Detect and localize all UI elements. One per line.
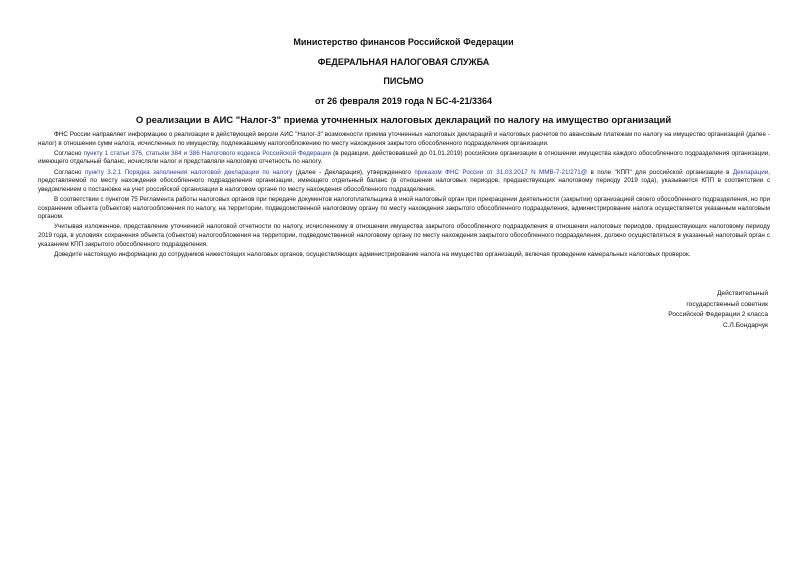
filling-procedure-link[interactable]: пункту 3.2.1 Порядка заполнения налоговой декларации по налогу [84,168,293,176]
signature-title-2: государственный советник [686,300,768,308]
letter-body [38,131,770,261]
paragraph-4: В соответствии с пунктом 75 Регламента работы налоговых органов при передаче документов налогоплательщика в иной налоговый орган при прекращении деятельности (закрытии) организацией своего обособленного подразделения, но при сохранении объекта (объектов) налогообложения по налогу, на территории, подведомственной налоговому органу по месту нахождения закрытого обособленного подразделения, администрирование налога осуществляется указанным налоговым органом. [38,195,770,221]
paragraph-3-text-4: , представляемой по месту нахождения обособленного подразделения организации, имеющего отдельный баланс (в отношении налоговых периодов, предшествующих налоговому периоду 2019 года), указывается КПП в соответствии с уведомлением о постановке на учет российской организации в налоговом органе по месту нахождения обособленного подразделения. [38,168,771,193]
paragraph-3 [38,169,770,195]
paragraph-6: Доведите настоящую информацию до сотрудников нижестоящих налоговых органов, осуществляющих администрирование налога на имущество организаций, включая проведение камеральных налоговых проверок. [54,250,691,258]
paragraph-1: ФНС России направляет информацию о реализации в действующей версии АИС "Налог-3" возможности приема уточненных налоговых деклараций и налоговых расчетов по авансовым платежам по налогу на имущество организаций (далее - налог) в отношении сумм налога, исчисленных по имуществу, подлежавшему налогообложению по месту нахождения закрытого обособленного подразделения организации. [38,131,770,147]
paragraph-3-text-2: (далее - Декларация), утвержденного [292,168,415,176]
paragraph-3-text-3: в поле "КПП" для российской организации в [587,168,733,176]
doc-type-heading: ПИСЬМО [383,76,424,86]
tax-code-link[interactable]: пункту 1 статьи 376, статьям 384 и 386 Налогового кодекса Российской Федерации [83,149,332,157]
signature-block [668,289,768,331]
paragraph-2 [38,150,770,167]
signatory-name: С.Л.Бондарчук [722,321,768,329]
fns-order-link[interactable]: приказом ФНС России от 31.03.2017 N ММВ-7-21/271@ [414,168,588,176]
signature-title-3: Российской Федерации 2 класса [668,311,768,319]
subject-heading: О реализации в АИС "Налог-3" приема уточненных налоговых деклараций по налогу на имущество организаций [135,115,672,126]
service-heading: ФЕДЕРАЛЬНАЯ НАЛОГОВАЯ СЛУЖБА [317,57,490,67]
date-number-heading: от 26 февраля 2019 года N БС-4-21/3364 [314,96,493,106]
ministry-heading: Министерство финансов Российской Федерации [293,37,514,47]
declaration-link[interactable]: Декларации [732,168,769,176]
paragraph-2-text-2: (в редакции, действовавшей до 01.01.2019) российские организации в отношении имущества каждого обособленного подразделения организации, имеющего отдельный баланс, исчисляли налог и представляли налоговую отчетность по налогу. [38,149,770,166]
paragraph-3-text-1: Согласно [54,168,85,176]
paragraph-2-text-1: Согласно [54,149,84,157]
paragraph-5: Учитывая изложенное, представление уточненной налоговой отчетности по налогу, исчисленному в отношении имущества закрытого обособленного подразделения в отношении налоговых периодов, предшествующих налоговому периоду 2019 года, в условиях сохранения объекта (объектов) налогообложения на территории, подведомственной налоговому органу по месту нахождения закрытого обособленного подразделения, должно осуществляться в указанный налоговый орган с указанием КПП закрытого обособленного подразделения. [38,223,770,248]
signature-title-1: Действительный [716,290,768,297]
